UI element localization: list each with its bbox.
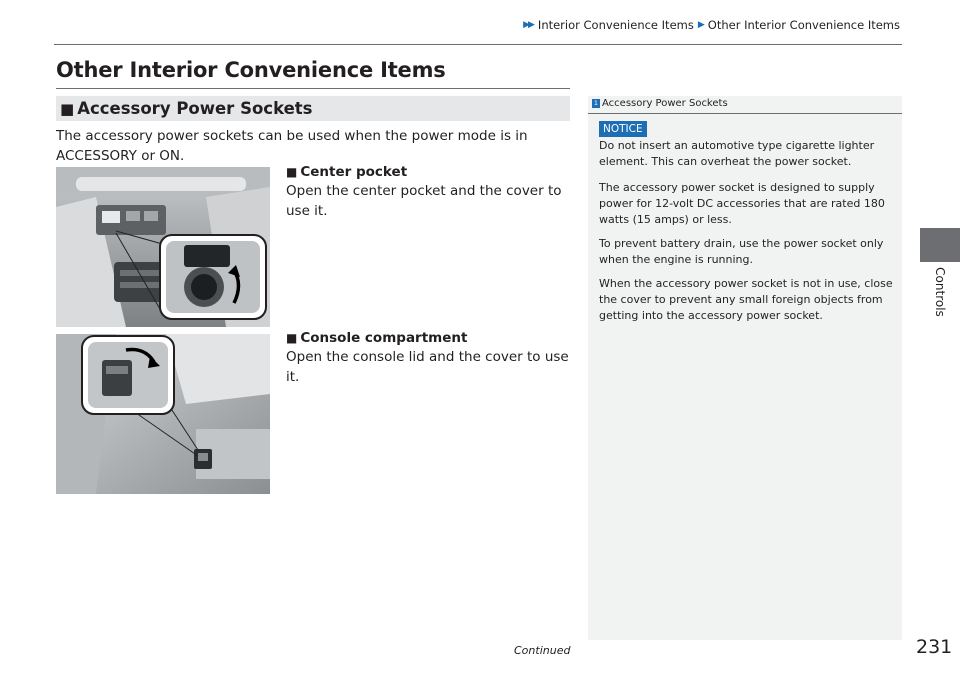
side-note-paragraph: Do not insert an automotive type cigarette lighter element. This can overheat the power socket. [599, 139, 875, 168]
title-divider [56, 88, 570, 89]
subsection-heading-text: Center pocket [300, 164, 408, 180]
arrow-right-icon: ▶ [697, 20, 705, 30]
side-note-divider [588, 113, 902, 114]
side-note-paragraph: The accessory power socket is designed to supply power for 12-volt DC accessories that are rated 180 watts (15 amps) or less. [599, 181, 885, 226]
side-note-heading-text: Accessory Power Sockets [602, 98, 728, 109]
subsection-console-compartment [286, 330, 576, 387]
side-note-paragraph: To prevent battery drain, use the power socket only when the engine is running. [599, 237, 884, 266]
side-note-heading [588, 96, 902, 109]
subsection-heading [286, 330, 576, 346]
header-divider [54, 44, 902, 45]
continued-label: Continued [514, 644, 571, 657]
section-intro: The accessory power sockets can be used when the power mode is in ACCESSORY or ON. [56, 128, 528, 164]
page-number: 231 [916, 636, 953, 658]
chapter-tab-label[interactable] [924, 262, 956, 322]
square-bullet-icon: ■ [286, 331, 298, 345]
reference-marker-icon: 1 [593, 99, 599, 107]
console-compartment-illustration [56, 334, 270, 494]
subsection-center-pocket [286, 164, 576, 221]
chapter-tab-marker[interactable] [920, 228, 960, 262]
center-pocket-illustration [56, 167, 270, 327]
page-title: Other Interior Convenience Items [56, 58, 446, 82]
subsection-heading [286, 164, 576, 180]
subsection-heading-text: Console compartment [300, 330, 468, 346]
notice-badge: NOTICE [599, 121, 647, 137]
double-arrow-icon: ▶▶ [523, 20, 533, 30]
side-note-body [599, 138, 897, 332]
chapter-tab-text: Controls [933, 267, 948, 317]
subsection-body: Open the console lid and the cover to use it. [286, 349, 569, 385]
square-bullet-icon: ■ [286, 165, 298, 179]
section-heading-text: Accessory Power Sockets [77, 99, 313, 118]
breadcrumb [523, 18, 900, 32]
side-note-paragraph: When the accessory power socket is not in use, close the cover to prevent any small foreign objects from getting into the accessory power socket. [599, 277, 893, 322]
section-heading [56, 96, 570, 121]
subsection-body: Open the center pocket and the cover to use it. [286, 183, 562, 219]
square-bullet-icon: ■ [60, 99, 75, 118]
breadcrumb-item-interior-convenience[interactable]: Interior Convenience Items [537, 18, 694, 32]
breadcrumb-item-other-interior[interactable]: Other Interior Convenience Items [707, 18, 900, 32]
